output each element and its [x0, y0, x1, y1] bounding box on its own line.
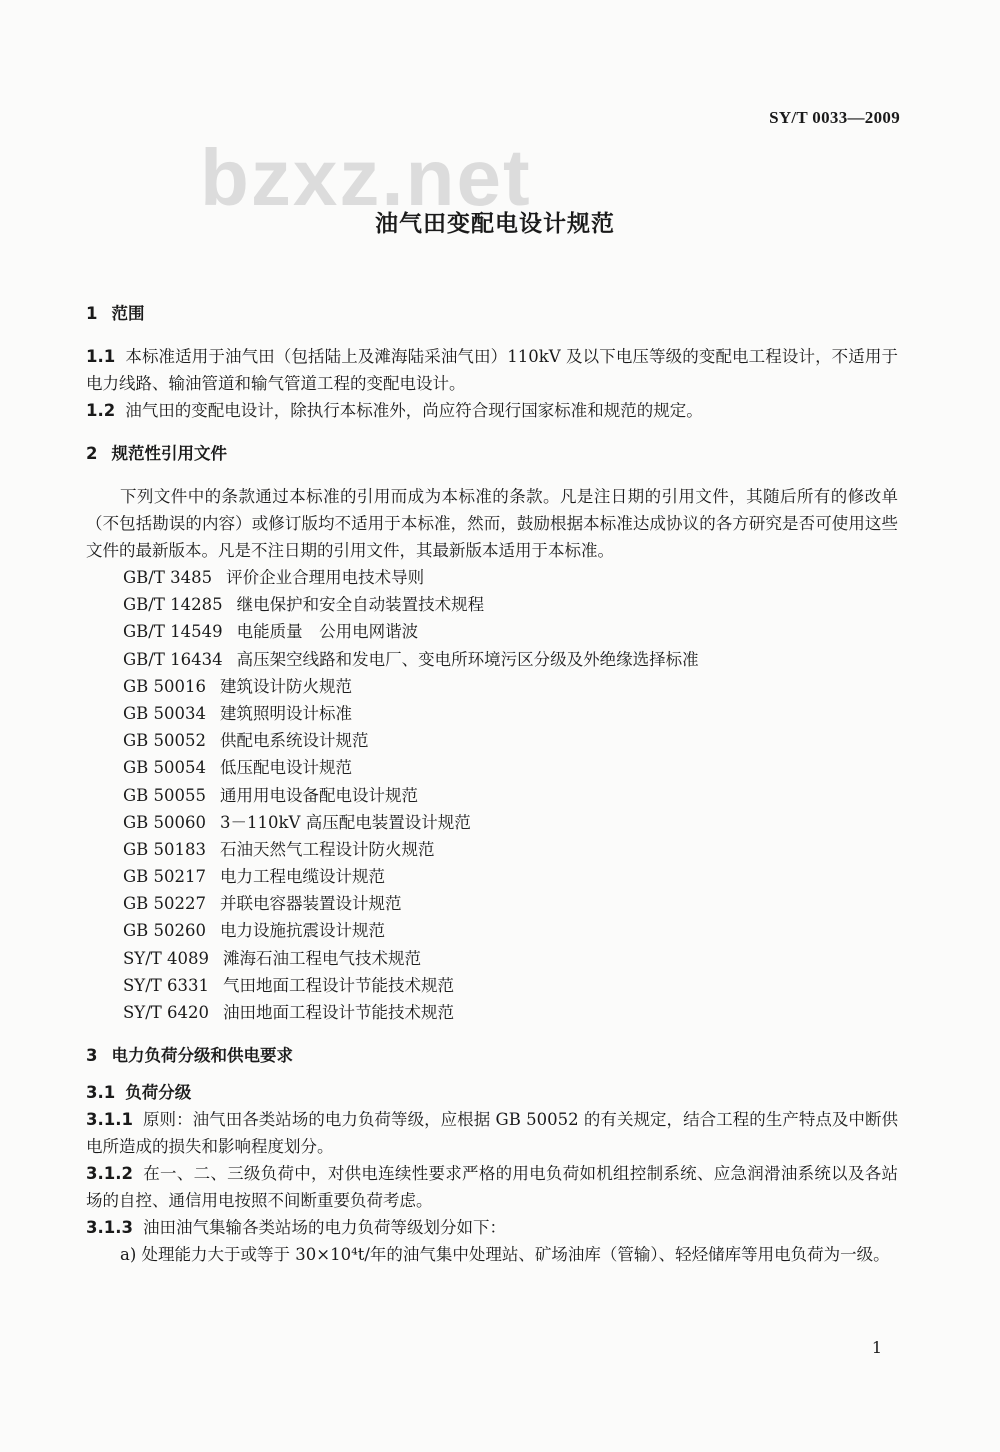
reference-title: 供配电系统设计规范	[220, 731, 369, 751]
watermark: bzxz.net	[200, 133, 532, 222]
clause-number: 3.1.3	[86, 1218, 133, 1238]
reference-code: GB 50227	[123, 894, 207, 914]
reference-item	[123, 782, 898, 809]
reference-code: GB/T 3485	[123, 568, 213, 587]
section-number: 1	[86, 304, 98, 323]
reference-code: GB 50060	[123, 812, 207, 832]
reference-title: 高压架空线路和发电厂、变电所环境污区分级及外绝缘选择标准	[236, 649, 699, 669]
reference-item	[123, 754, 898, 781]
reference-item	[123, 999, 898, 1026]
clause-text: 本标准适用于油气田（包括陆上及滩海陆采油气田）110kV 及以下电压等级的变配电工程设计，不适用于电力线路、输油管道和输气管道工程的变配电设计。	[86, 347, 898, 393]
clause-number: 3.1	[86, 1083, 116, 1103]
reference-item	[123, 727, 898, 754]
clause-number: 1.2	[86, 401, 116, 420]
reference-code: GB 50054	[123, 758, 207, 778]
standard-code: SY/T 0033—2009	[769, 108, 900, 127]
reference-title: 建筑照明设计标准	[220, 703, 353, 723]
list-text: 处理能力大于或等于 30×10⁴t/年的油气集中处理站、矿场油库（管输）、轻烃储库等用电负荷为一级。	[141, 1245, 890, 1265]
reference-title: 气田地面工程设计节能技术规范	[223, 975, 454, 995]
reference-title: 建筑设计防火规范	[220, 676, 353, 696]
reference-code: GB 50217	[123, 867, 207, 887]
reference-code: GB/T 14285	[123, 595, 223, 615]
section-1-heading	[86, 300, 898, 327]
reference-code: GB 50016	[123, 676, 207, 696]
clause-3-1-2	[86, 1160, 898, 1214]
reference-code: SY/T 4089	[123, 948, 209, 968]
page-number: 1	[871, 1338, 882, 1357]
reference-title: 石油天然气工程设计防火规范	[220, 839, 435, 859]
reference-item	[123, 972, 898, 999]
list-item-a	[86, 1241, 898, 1268]
reference-title: 电能质量 公用电网谐波	[236, 622, 419, 642]
section-3-heading	[86, 1042, 898, 1069]
clause-text: 原则：油气田各类站场的电力负荷等级，应根据 GB 50052 的有关规定，结合工程的生产特点及中断供电所造成的损失和影响程度划分。	[86, 1110, 898, 1157]
clause-text: 油田油气集输各类站场的电力负荷等级划分如下：	[142, 1218, 506, 1238]
section-title: 规范性引用文件	[111, 444, 227, 463]
reference-code: SY/T 6331	[123, 975, 209, 995]
reference-item	[123, 673, 898, 700]
reference-item	[123, 836, 898, 863]
clause-3-1-1	[86, 1106, 898, 1160]
reference-title: 评价企业合理用电技术导则	[226, 568, 425, 587]
section-number: 2	[86, 444, 98, 463]
clause-1-2	[86, 397, 898, 424]
reference-item	[123, 700, 898, 727]
reference-title: 电力工程电缆设计规范	[220, 867, 386, 887]
reference-title: 继电保护和安全自动装置技术规程	[236, 595, 485, 615]
document-title: 油气田变配电设计规范	[375, 211, 615, 237]
reference-code: GB/T 16434	[123, 649, 223, 669]
reference-code: GB 50055	[123, 785, 207, 805]
section-number: 3	[86, 1046, 98, 1066]
reference-item	[123, 890, 898, 917]
clause-number: 3.1.1	[86, 1110, 133, 1130]
reference-list	[86, 564, 898, 1026]
reference-title: 电力设施抗震设计规范	[220, 921, 386, 941]
reference-code: GB 50052	[123, 731, 207, 751]
clause-text: 油气田的变配电设计，除执行本标准外，尚应符合现行国家标准和规范的规定。	[125, 401, 703, 420]
reference-code: GB 50034	[123, 703, 207, 723]
reference-item	[123, 917, 898, 944]
reference-code: SY/T 6420	[123, 1003, 209, 1022]
reference-title: 油田地面工程设计节能技术规范	[223, 1003, 454, 1022]
reference-item	[123, 945, 898, 972]
reference-title: 通用用电设备配电设计规范	[220, 785, 419, 805]
reference-code: GB 50183	[123, 839, 207, 859]
section-title: 电力负荷分级和供电要求	[111, 1046, 293, 1066]
clause-3-1-3	[86, 1214, 898, 1241]
reference-title: 并联电容器装置设计规范	[220, 894, 402, 914]
reference-title: 3－110kV 高压配电装置设计规范	[220, 812, 471, 832]
reference-item	[123, 564, 898, 591]
reference-code: GB/T 14549	[123, 622, 223, 642]
reference-title: 低压配电设计规范	[220, 758, 353, 778]
clause-text: 负荷分级	[125, 1083, 192, 1103]
reference-title: 滩海石油工程电气技术规范	[223, 948, 421, 968]
document-body	[86, 300, 898, 1268]
clause-1-1	[86, 343, 898, 397]
clause-number: 3.1.2	[86, 1164, 133, 1184]
clause-text: 在一、二、三级负荷中，对供电连续性要求严格的用电负荷如机组控制系统、应急润滑油系统以及各站场的自控、通信用电按照不间断重要负荷考虑。	[86, 1164, 898, 1211]
reference-item	[123, 618, 898, 645]
reference-item	[123, 863, 898, 890]
reference-item	[123, 809, 898, 836]
reference-item	[123, 591, 898, 618]
list-label: a)	[120, 1245, 137, 1265]
clause-number: 1.1	[86, 347, 116, 366]
section-2-heading	[86, 440, 898, 467]
reference-code: GB 50260	[123, 921, 207, 941]
section-2-intro: 下列文件中的条款通过本标准的引用而成为本标准的条款。凡是注日期的引用文件，其随后所有的修改单（不包括勘误的内容）或修订版均不适用于本标准，然而，鼓励根据本标准达成协议的各方研究是否可使用这些文件的最新版本。凡是不注日期的引用文件，其最新版本适用于本标准。	[86, 487, 898, 560]
clause-3-1	[86, 1079, 898, 1106]
reference-item	[123, 646, 898, 673]
section-title: 范围	[111, 304, 145, 323]
